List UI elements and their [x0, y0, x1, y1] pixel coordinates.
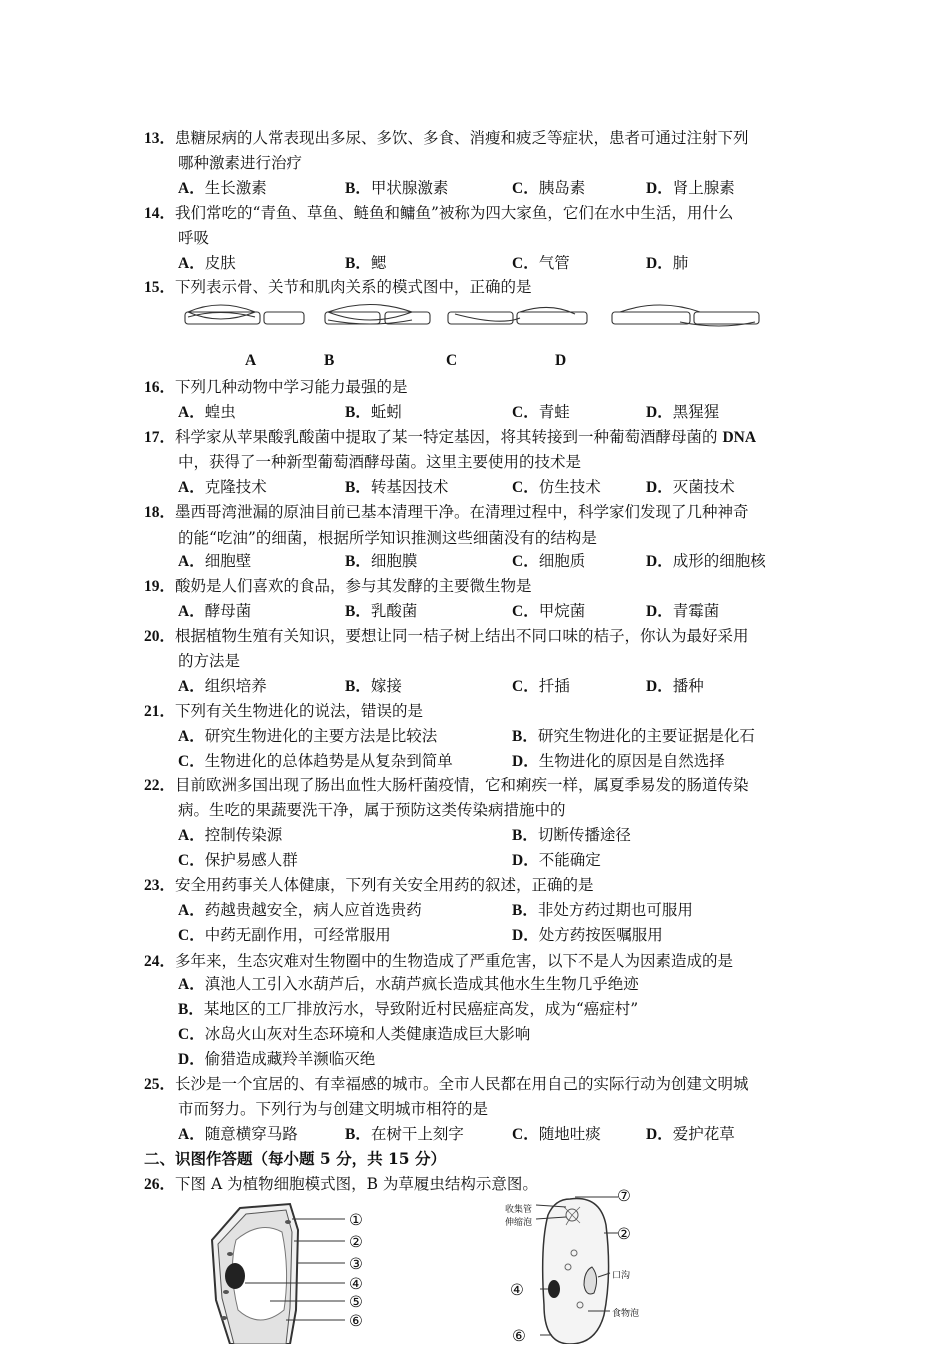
q15-stem: 15．下列表示骨、关节和肌肉关系的模式图中，正确的是: [144, 278, 532, 296]
q14-option-b: B．鳃: [345, 254, 387, 272]
q18-option-a: A．细胞壁: [178, 552, 252, 570]
q18-option-b: B．细胞膜: [345, 552, 418, 570]
q13-option-a: A．生长激素: [178, 179, 267, 197]
q23-option-d: D．处方药按医嘱服用: [512, 926, 663, 944]
q14-stem: 14．我们常吃的“青鱼、草鱼、鲢鱼和鳙鱼”被称为四大家鱼，它们在水中生活，用什么: [144, 204, 734, 222]
q21-option-b: B．研究生物进化的主要证据是化石: [512, 727, 755, 745]
q15-label-a: A: [245, 352, 257, 369]
q18-stem: 18．墨西哥湾泄漏的原油目前已基本清理干净。在清理过程中，科学家们发现了几种神奇: [144, 503, 749, 521]
contractile-vacuole-label: 伸缩泡: [505, 1218, 533, 1228]
q19-option-d: D．青霉菌: [646, 602, 720, 620]
q26-stem: 26．下图 A 为植物细胞模式图，B 为草履虫结构示意图。: [144, 1175, 538, 1193]
q13-stem-cont: 哪种激素进行治疗: [178, 154, 303, 172]
cell-label-2: ②: [349, 1233, 363, 1251]
q18-option-c: C．细胞质: [512, 552, 586, 570]
q25-option-b: B．在树干上刻字: [345, 1125, 464, 1143]
q25-option-a: A．随意横穿马路: [178, 1125, 298, 1143]
q13-option-b: B．甲状腺激素: [345, 179, 449, 197]
q16-option-b: B．蚯蚓: [345, 403, 402, 421]
q19-option-c: C．甲烷菌: [512, 602, 586, 620]
q23-option-b: B．非处方药过期也可服用: [512, 901, 693, 919]
q22-option-b: B．切断传播途径: [512, 826, 631, 844]
q25-stem-cont: 市而努力。下列行为与创建文明城市相符的是: [178, 1100, 489, 1118]
cell-label-4: ④: [349, 1275, 363, 1293]
q24-stem: 24．多年来，生态灾难对生物圈中的生物造成了严重危害，以下不是人为因素造成的是: [144, 952, 734, 970]
q22-option-d: D．不能确定: [512, 851, 601, 869]
q23-option-c: C．中药无副作用，可经常服用: [178, 926, 391, 944]
q23-stem: 23．安全用药事关人体健康，下列有关安全用药的叙述，正确的是: [144, 876, 594, 894]
q14-option-c: C．气管: [512, 254, 570, 272]
q21-option-c: C．生物进化的总体趋势是从复杂到简单: [178, 752, 453, 770]
oral-groove-label: 口沟: [612, 1271, 631, 1281]
q20-stem-cont: 的方法是: [178, 652, 241, 670]
q24-option-a: A．滇池人工引入水葫芦后，水葫芦疯长造成其他水生生物几乎绝迹: [178, 975, 639, 993]
q17-option-c: C．仿生技术: [512, 478, 601, 496]
paramecium-label-4: ④: [510, 1281, 524, 1299]
q17-stem-cont: 中，获得了一种新型葡萄酒酵母菌。这里主要使用的技术是: [178, 453, 582, 471]
cell-label-3: ③: [349, 1255, 363, 1273]
q16-option-c: C．青蛙: [512, 403, 570, 421]
cell-label-6: ⑥: [349, 1312, 363, 1330]
q13-stem: 13．患糖尿病的人常表现出多尿、多饮、多食、消瘦和疲乏等症状，患者可通过注射下列: [144, 129, 749, 147]
q21-option-a: A．研究生物进化的主要方法是比较法: [178, 727, 438, 745]
q19-stem: 19．酸奶是人们喜欢的食品，参与其发酵的主要微生物是: [144, 577, 532, 595]
section-2-heading: 二、识图作答题（每小题 5 分，共 15 分）: [144, 1149, 446, 1168]
q24-option-b: B．某地区的工厂排放污水，导致附近村民癌症高发，成为“癌症村”: [178, 1000, 639, 1018]
q14-stem-cont: 呼吸: [178, 229, 210, 247]
bone-joint-muscle-figure: [180, 300, 770, 340]
q20-option-c: C．扦插: [512, 677, 570, 695]
q24-option-c: C．冰岛火山灰对生态环境和人类健康造成巨大影响: [178, 1025, 531, 1043]
q13-option-c: C．胰岛素: [512, 179, 586, 197]
q25-option-d: D．爱护花草: [646, 1125, 735, 1143]
q20-stem: 20．根据植物生殖有关知识，要想让同一桔子树上结出不同口味的桔子，你认为最好采用: [144, 627, 749, 645]
q19-option-a: A．酵母菌: [178, 602, 252, 620]
q19-option-b: B．乳酸菌: [345, 602, 418, 620]
q15-label-c: C: [446, 352, 458, 369]
cell-label-5: ⑤: [349, 1293, 363, 1311]
collecting-tube-label: 收集管: [505, 1205, 533, 1215]
q24-option-d: D．偷猎造成藏羚羊濒临灭绝: [178, 1050, 376, 1068]
paramecium-label-7: ⑦: [617, 1187, 631, 1205]
q21-stem: 21．下列有关生物进化的说法，错误的是: [144, 702, 424, 720]
q15-label-d: D: [555, 352, 567, 369]
q14-option-d: D．肺: [646, 254, 689, 272]
q25-stem: 25．长沙是一个宜居的、有幸福感的城市。全市人民都在用自己的实际行动为创建文明城: [144, 1075, 749, 1093]
q18-option-d: D．成形的细胞核: [646, 552, 766, 570]
q23-option-a: A．药越贵越安全，病人应首选贵药: [178, 901, 422, 919]
cell-label-1: ①: [349, 1211, 363, 1229]
q22-option-a: A．控制传染源: [178, 826, 283, 844]
q22-stem: 22．目前欧洲多国出现了肠出血性大肠杆菌疫情，它和痢疾一样，属夏季易发的肠道传染: [144, 776, 749, 794]
q20-option-b: B．嫁接: [345, 677, 402, 695]
paramecium-label-6: ⑥: [512, 1327, 526, 1345]
q18-stem-cont: 的能“吃油”的细菌，根据所学知识推测这些细菌没有的结构是: [178, 529, 597, 547]
q13-option-d: D．肾上腺素: [646, 179, 735, 197]
q21-option-d: D．生物进化的原因是自然选择: [512, 752, 725, 770]
q16-option-d: D．黑猩猩: [646, 403, 720, 421]
q20-option-a: A．组织培养: [178, 677, 267, 695]
q14-option-a: A．皮肤: [178, 254, 236, 272]
q17-option-a: A．克隆技术: [178, 478, 267, 496]
q17-stem: 17．科学家从苹果酸乳酸菌中提取了某一特定基因，将其转接到一种葡萄酒酵母菌的 DNA: [144, 428, 757, 446]
q16-stem: 16．下列几种动物中学习能力最强的是: [144, 378, 408, 396]
q25-option-c: C．随地吐痰: [512, 1125, 601, 1143]
q17-option-b: B．转基因技术: [345, 478, 449, 496]
food-vacuole-label: 食物泡: [612, 1309, 640, 1319]
q20-option-d: D．播种: [646, 677, 704, 695]
q17-option-d: D．灭菌技术: [646, 478, 735, 496]
q16-option-a: A．蝗虫: [178, 403, 236, 421]
paramecium-label-2: ②: [617, 1225, 631, 1243]
q15-label-b: B: [324, 352, 335, 369]
q22-stem-cont: 病。生吃的果蔬要洗干净，属于预防这类传染病措施中的: [178, 801, 566, 819]
q22-option-c: C．保护易感人群: [178, 851, 298, 869]
